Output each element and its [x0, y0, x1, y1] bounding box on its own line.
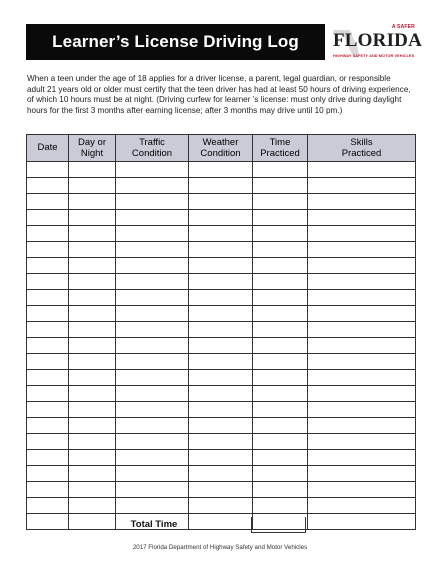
- table-cell[interactable]: [116, 338, 189, 354]
- table-row: [27, 418, 416, 434]
- logo-tagline: A SAFER: [391, 24, 415, 30]
- table-cell[interactable]: [308, 338, 416, 354]
- table-cell[interactable]: [253, 242, 308, 258]
- table-cell[interactable]: [69, 226, 116, 242]
- table-body: [27, 162, 416, 530]
- table-cell[interactable]: [27, 322, 69, 338]
- table-row: [27, 290, 416, 306]
- table-row: [27, 450, 416, 466]
- table-row: [27, 178, 416, 194]
- table-cell[interactable]: [189, 370, 253, 386]
- table-cell[interactable]: [27, 354, 69, 370]
- table-cell[interactable]: [69, 498, 116, 514]
- table-cell[interactable]: [116, 178, 189, 194]
- table-cell[interactable]: [189, 290, 253, 306]
- table-cell[interactable]: [27, 162, 69, 178]
- table-cell[interactable]: [253, 466, 308, 482]
- table-cell[interactable]: [308, 482, 416, 498]
- table-row: [27, 274, 416, 290]
- table-row: [27, 354, 416, 370]
- table-cell[interactable]: [69, 418, 116, 434]
- table-cell[interactable]: [116, 434, 189, 450]
- table-row: [27, 162, 416, 178]
- table-cell[interactable]: [189, 322, 253, 338]
- table-row: [27, 338, 416, 354]
- table-cell[interactable]: [69, 338, 116, 354]
- table-cell[interactable]: [116, 418, 189, 434]
- table-row: [27, 242, 416, 258]
- table-cell[interactable]: [189, 162, 253, 178]
- table-cell[interactable]: [189, 274, 253, 290]
- table-row: [27, 434, 416, 450]
- table-cell[interactable]: [116, 258, 189, 274]
- logo-subline: HIGHWAY SAFETY AND MOTOR VEHICLES: [333, 54, 415, 58]
- table-cell[interactable]: [116, 498, 189, 514]
- table-cell[interactable]: [27, 402, 69, 418]
- table-cell[interactable]: [308, 274, 416, 290]
- table-cell[interactable]: [69, 450, 116, 466]
- table-cell[interactable]: [116, 322, 189, 338]
- table-cell[interactable]: [189, 242, 253, 258]
- table-cell[interactable]: [189, 482, 253, 498]
- column-header-time-practiced: Time Practiced: [253, 135, 308, 162]
- table-cell[interactable]: [116, 482, 189, 498]
- table-cell[interactable]: [308, 290, 416, 306]
- table-cell[interactable]: [189, 466, 253, 482]
- table-cell[interactable]: [253, 306, 308, 322]
- table-cell[interactable]: [308, 322, 416, 338]
- table-row: [27, 386, 416, 402]
- table-cell[interactable]: [116, 466, 189, 482]
- table-cell[interactable]: [308, 402, 416, 418]
- table-cell[interactable]: [69, 178, 116, 194]
- table-cell[interactable]: [308, 258, 416, 274]
- table-cell[interactable]: [253, 338, 308, 354]
- table-cell[interactable]: [253, 370, 308, 386]
- table-cell[interactable]: [189, 194, 253, 210]
- column-header-day-or-night: Day or Night: [69, 135, 116, 162]
- table-cell[interactable]: [27, 418, 69, 434]
- table-cell[interactable]: [308, 178, 416, 194]
- table-cell[interactable]: [116, 242, 189, 258]
- title-banner: [26, 24, 325, 60]
- table-cell[interactable]: [27, 258, 69, 274]
- table-row: [27, 226, 416, 242]
- intro-paragraph: When a teen under the age of 18 applies for a driver license, a parent, legal guardian, or responsible adult 21 years old or older must certify that the teen driver has had at least 50 hours of driving experience, of which 10 hours must be at night. (Driving curfew for learner ’s license: must only drive during daylight hours for the first 3 months after earning license; after 3 months may drive until 10 pm.): [27, 74, 411, 115]
- table-row: [27, 482, 416, 498]
- table-cell[interactable]: [253, 386, 308, 402]
- table-cell[interactable]: [116, 210, 189, 226]
- table-cell[interactable]: [308, 370, 416, 386]
- table-cell[interactable]: [189, 226, 253, 242]
- table-cell[interactable]: [27, 242, 69, 258]
- table-cell[interactable]: [27, 194, 69, 210]
- table-cell[interactable]: [253, 322, 308, 338]
- table-cell[interactable]: [189, 338, 253, 354]
- table-cell[interactable]: [253, 482, 308, 498]
- table-header-row: [27, 135, 416, 162]
- table-cell[interactable]: [27, 386, 69, 402]
- table-cell[interactable]: [69, 370, 116, 386]
- table-cell[interactable]: [27, 450, 69, 466]
- table-cell[interactable]: [308, 226, 416, 242]
- table-cell[interactable]: [116, 450, 189, 466]
- table-cell[interactable]: [27, 466, 69, 482]
- footer-credit: 2017 Florida Department of Highway Safety and Motor Vehicles: [132, 544, 308, 551]
- driving-log-table: [26, 134, 416, 530]
- table-row: [27, 466, 416, 482]
- table-cell[interactable]: [69, 466, 116, 482]
- table-cell[interactable]: [253, 194, 308, 210]
- total-time-label: Total Time: [130, 519, 178, 530]
- table-cell[interactable]: [27, 290, 69, 306]
- table-cell[interactable]: [253, 258, 308, 274]
- table-cell[interactable]: [253, 274, 308, 290]
- table-cell[interactable]: [253, 498, 308, 514]
- table-cell[interactable]: [69, 402, 116, 418]
- table-cell[interactable]: [69, 258, 116, 274]
- table-cell[interactable]: [27, 434, 69, 450]
- table-cell[interactable]: [116, 274, 189, 290]
- table-cell[interactable]: [27, 226, 69, 242]
- table-cell[interactable]: [69, 386, 116, 402]
- table-cell[interactable]: [69, 274, 116, 290]
- table-cell[interactable]: [189, 306, 253, 322]
- table-cell[interactable]: [27, 306, 69, 322]
- column-header-traffic-condition: Traffic Condition: [116, 135, 189, 162]
- table-cell[interactable]: [69, 434, 116, 450]
- table-cell[interactable]: [308, 434, 416, 450]
- table-cell[interactable]: [116, 162, 189, 178]
- table-cell[interactable]: [189, 514, 253, 530]
- table-cell[interactable]: [189, 450, 253, 466]
- table-cell[interactable]: [69, 514, 116, 530]
- table-cell[interactable]: [116, 194, 189, 210]
- table-cell[interactable]: [27, 210, 69, 226]
- table-cell[interactable]: [308, 450, 416, 466]
- table-cell[interactable]: [69, 162, 116, 178]
- column-header-skills-practiced: Skills Practiced: [308, 135, 416, 162]
- table-cell[interactable]: [116, 226, 189, 242]
- total-time-field[interactable]: [251, 517, 306, 533]
- table-cell[interactable]: [253, 226, 308, 242]
- table-cell[interactable]: [308, 514, 416, 530]
- column-header-date: Date: [27, 135, 69, 162]
- table-row: [27, 402, 416, 418]
- table-row: [27, 194, 416, 210]
- table-cell[interactable]: [308, 418, 416, 434]
- table-row: [27, 322, 416, 338]
- table-cell[interactable]: [116, 290, 189, 306]
- florida-hsmv-logo: [331, 24, 423, 62]
- table-cell[interactable]: [116, 354, 189, 370]
- table-cell[interactable]: [69, 322, 116, 338]
- table-row: [27, 258, 416, 274]
- page-title: Learner’s License Driving Log: [52, 32, 299, 51]
- table-cell[interactable]: [69, 242, 116, 258]
- table-cell[interactable]: [308, 386, 416, 402]
- table-cell[interactable]: [116, 386, 189, 402]
- table-row: [27, 210, 416, 226]
- table-cell[interactable]: [27, 178, 69, 194]
- table-cell[interactable]: [308, 498, 416, 514]
- table-cell[interactable]: [69, 306, 116, 322]
- table-cell[interactable]: [253, 162, 308, 178]
- table-row: [27, 306, 416, 322]
- table-cell[interactable]: [189, 434, 253, 450]
- table-cell[interactable]: [253, 402, 308, 418]
- table-cell[interactable]: [189, 210, 253, 226]
- table-cell[interactable]: [189, 178, 253, 194]
- table-cell[interactable]: [189, 402, 253, 418]
- table-cell[interactable]: [27, 498, 69, 514]
- table-cell[interactable]: [308, 194, 416, 210]
- table-row: [27, 514, 416, 530]
- table-cell[interactable]: [189, 498, 253, 514]
- table-cell[interactable]: [27, 482, 69, 498]
- table-cell[interactable]: [253, 210, 308, 226]
- table-cell[interactable]: [308, 466, 416, 482]
- table-cell[interactable]: [253, 290, 308, 306]
- table-row: [27, 370, 416, 386]
- table-cell[interactable]: [308, 210, 416, 226]
- logo-wordmark: FLORIDA: [333, 30, 423, 51]
- column-header-weather-condition: Weather Condition: [189, 135, 253, 162]
- table-cell[interactable]: [253, 178, 308, 194]
- table-cell[interactable]: [69, 354, 116, 370]
- table-cell[interactable]: [308, 242, 416, 258]
- table-cell[interactable]: [116, 370, 189, 386]
- table-cell[interactable]: [69, 482, 116, 498]
- table-cell[interactable]: [27, 338, 69, 354]
- table-cell[interactable]: [69, 290, 116, 306]
- table-cell[interactable]: [308, 354, 416, 370]
- table-cell[interactable]: [69, 194, 116, 210]
- table-cell[interactable]: [27, 370, 69, 386]
- table-cell[interactable]: [253, 450, 308, 466]
- table-cell[interactable]: [308, 162, 416, 178]
- table-cell[interactable]: [189, 258, 253, 274]
- table-cell[interactable]: [116, 402, 189, 418]
- table-cell[interactable]: [189, 418, 253, 434]
- table-cell[interactable]: [189, 386, 253, 402]
- table-row: [27, 498, 416, 514]
- table-cell[interactable]: [27, 514, 69, 530]
- table-cell[interactable]: [27, 274, 69, 290]
- table-cell[interactable]: [189, 354, 253, 370]
- table-cell[interactable]: [253, 434, 308, 450]
- table-cell[interactable]: [308, 306, 416, 322]
- table-cell[interactable]: [116, 306, 189, 322]
- table-cell[interactable]: [69, 210, 116, 226]
- table-cell[interactable]: [253, 418, 308, 434]
- table-cell[interactable]: [253, 354, 308, 370]
